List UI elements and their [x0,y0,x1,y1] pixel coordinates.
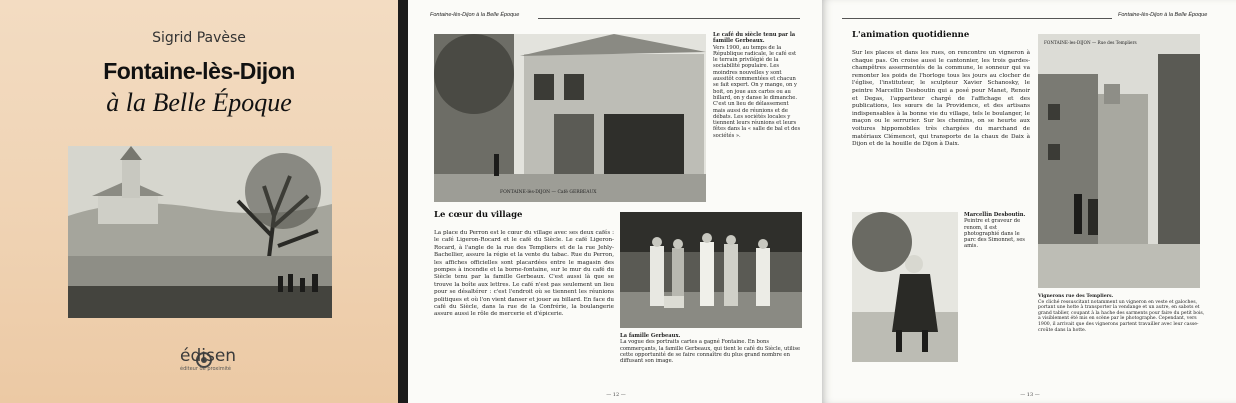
header-rule [538,18,800,19]
street-photo-print: FONTAINE-les-DIJON — Rue des Templiers [1044,40,1137,45]
family-caption [620,333,804,364]
portrait-caption-text: Peintre et graveur de renom, il est photographié dans le parc des Simonnet, ses amis. [964,218,1025,250]
cafe-photo-print: FONTAINE-lès-DIJON — Café GERBEAUX [500,190,597,195]
street-photo [1038,34,1200,288]
cover-photo [68,146,332,318]
page-number-right: — 13 — [1020,392,1040,398]
family-caption-title: La famille Gerbeaux. [620,333,681,339]
street-caption [1038,294,1206,333]
running-head-left: Fontaine-lès-Dijon à la Belle Époque [430,12,520,18]
portrait-caption-title: Marcellin Desboutin. [964,212,1026,218]
section-text-animation: Sur les places et dans les rues, on rencontre un vigneron à chaque pas. On croise aussi le cantonnier, les trois gardes-champêtres assermentés de la commune, le sonneur qui va remonter les poids de l'horloge tous les jours au clocher de l'église, l'instituteur, le sculpteur Xavier Schanosky, le peintre Marcellin Desboutin qui a posé pour Manet, Renoir et Degas, l'appariteur chargé de l'affichage et des publications, les sœurs de la Providence, et des artisans indispensables à la bonne vie du village, tels le boulanger, le maçon ou le serrurier. Sur les chemins, on se heurte aux voitures hippomobiles très chargées du marchand de matériaux Clémencet, qui transporte de la chaux de Daix à Dijon et de la houille de Dijon à Daix. [852,50,1030,148]
family-photo [620,212,802,328]
book-cover [0,0,398,403]
cover-subtitle: à la Belle Époque [106,88,292,117]
running-head-right: Fontaine-lès-Dijon à la Belle Époque [1118,12,1208,18]
section-title-coeur: Le cœur du village [434,210,523,220]
page-number-left: — 12 — [606,392,626,398]
street-caption-text: Ce cliché ressuscitant notamment un vigneron en veste et galoches, portant une hotte à transporter la vendange et un autre, en sabots et grand tablier, coupant à la hache des sarments pour faire du petit bois, a visiblement été mis en scène par le photographe. Cependant, vers 1900, il arrivait que des vignerons partent travailler avec leur casse-croûte dans la hotte. [1038,299,1205,333]
portrait-photo [852,212,958,362]
cover-title: Fontaine-lès-Dijon [103,58,295,84]
book-spread [408,0,1236,403]
section-title-animation: L'animation quotidienne [852,30,970,40]
cafe-sidebar [713,32,801,139]
cafe-photo [434,34,706,202]
publisher-name: édisen [180,346,237,366]
street-caption-title: Vignerons rue des Templiers. [1038,294,1114,299]
cafe-sidebar-title: Le café du siècle tenu par la famille Gerbeaux. [713,32,796,45]
header-rule [842,18,1112,19]
publisher-tagline: éditeur de proximité [180,366,231,372]
page-left [408,0,822,403]
section-text-coeur: La place du Perron est le cœur du village avec ses deux cafés : le café Ligeron-Rocard et le café du Siècle. Le café Ligeron-Rocard, à l'angle de la rue des Templiers et de la rue Jehly-Bachellier, assure la régie et la vente du tabac. Rue du Perron, les affiches officielles sont placardées entre le magasin des pompes à incendie et la borne-fontaine, sur le mur du café du Siècle tenu par la famille Gerbeaux. C'est aussi là que se trouve la boîte aux lettres. Le café n'est pas seulement un lieu pour se désaltérer : c'est l'endroit où se tiennent les réunions politiques et où l'on vient danser et jouer au billard. En face du café du Siècle, dans la rue de la Confrérie, la boulangerie assure aussi le rôle de mercerie et d'épicerie. [434,230,614,318]
family-caption-text: La vogue des portraits cartes a gagné Fontaine. En bons commerçants, la famille Gerbeaux, qui tient le café du Siècle, utilise cette opportunité de se faire connaître du plus grand nombre en diffusant son image. [620,339,801,365]
page-right [822,0,1236,403]
cover-author: Sigrid Pavèse [152,30,246,46]
cafe-sidebar-text: Vers 1900, au temps de la République radicale, le café est le terrain privilégié de la sociabilité populaire. Les moindres nouvelles y sont aussitôt commentées et chacun se fait expert. On y mange, on y boit, on joue aux cartes ou au billard, on y danse le dimanche. C'est un lieu de délassement mais aussi de réunions et de débats. Les sociétés locales y tiennent leurs réunions et leurs fêtes dans la « salle de bal et des sociétés ». [713,44,801,139]
portrait-caption [964,212,1032,250]
